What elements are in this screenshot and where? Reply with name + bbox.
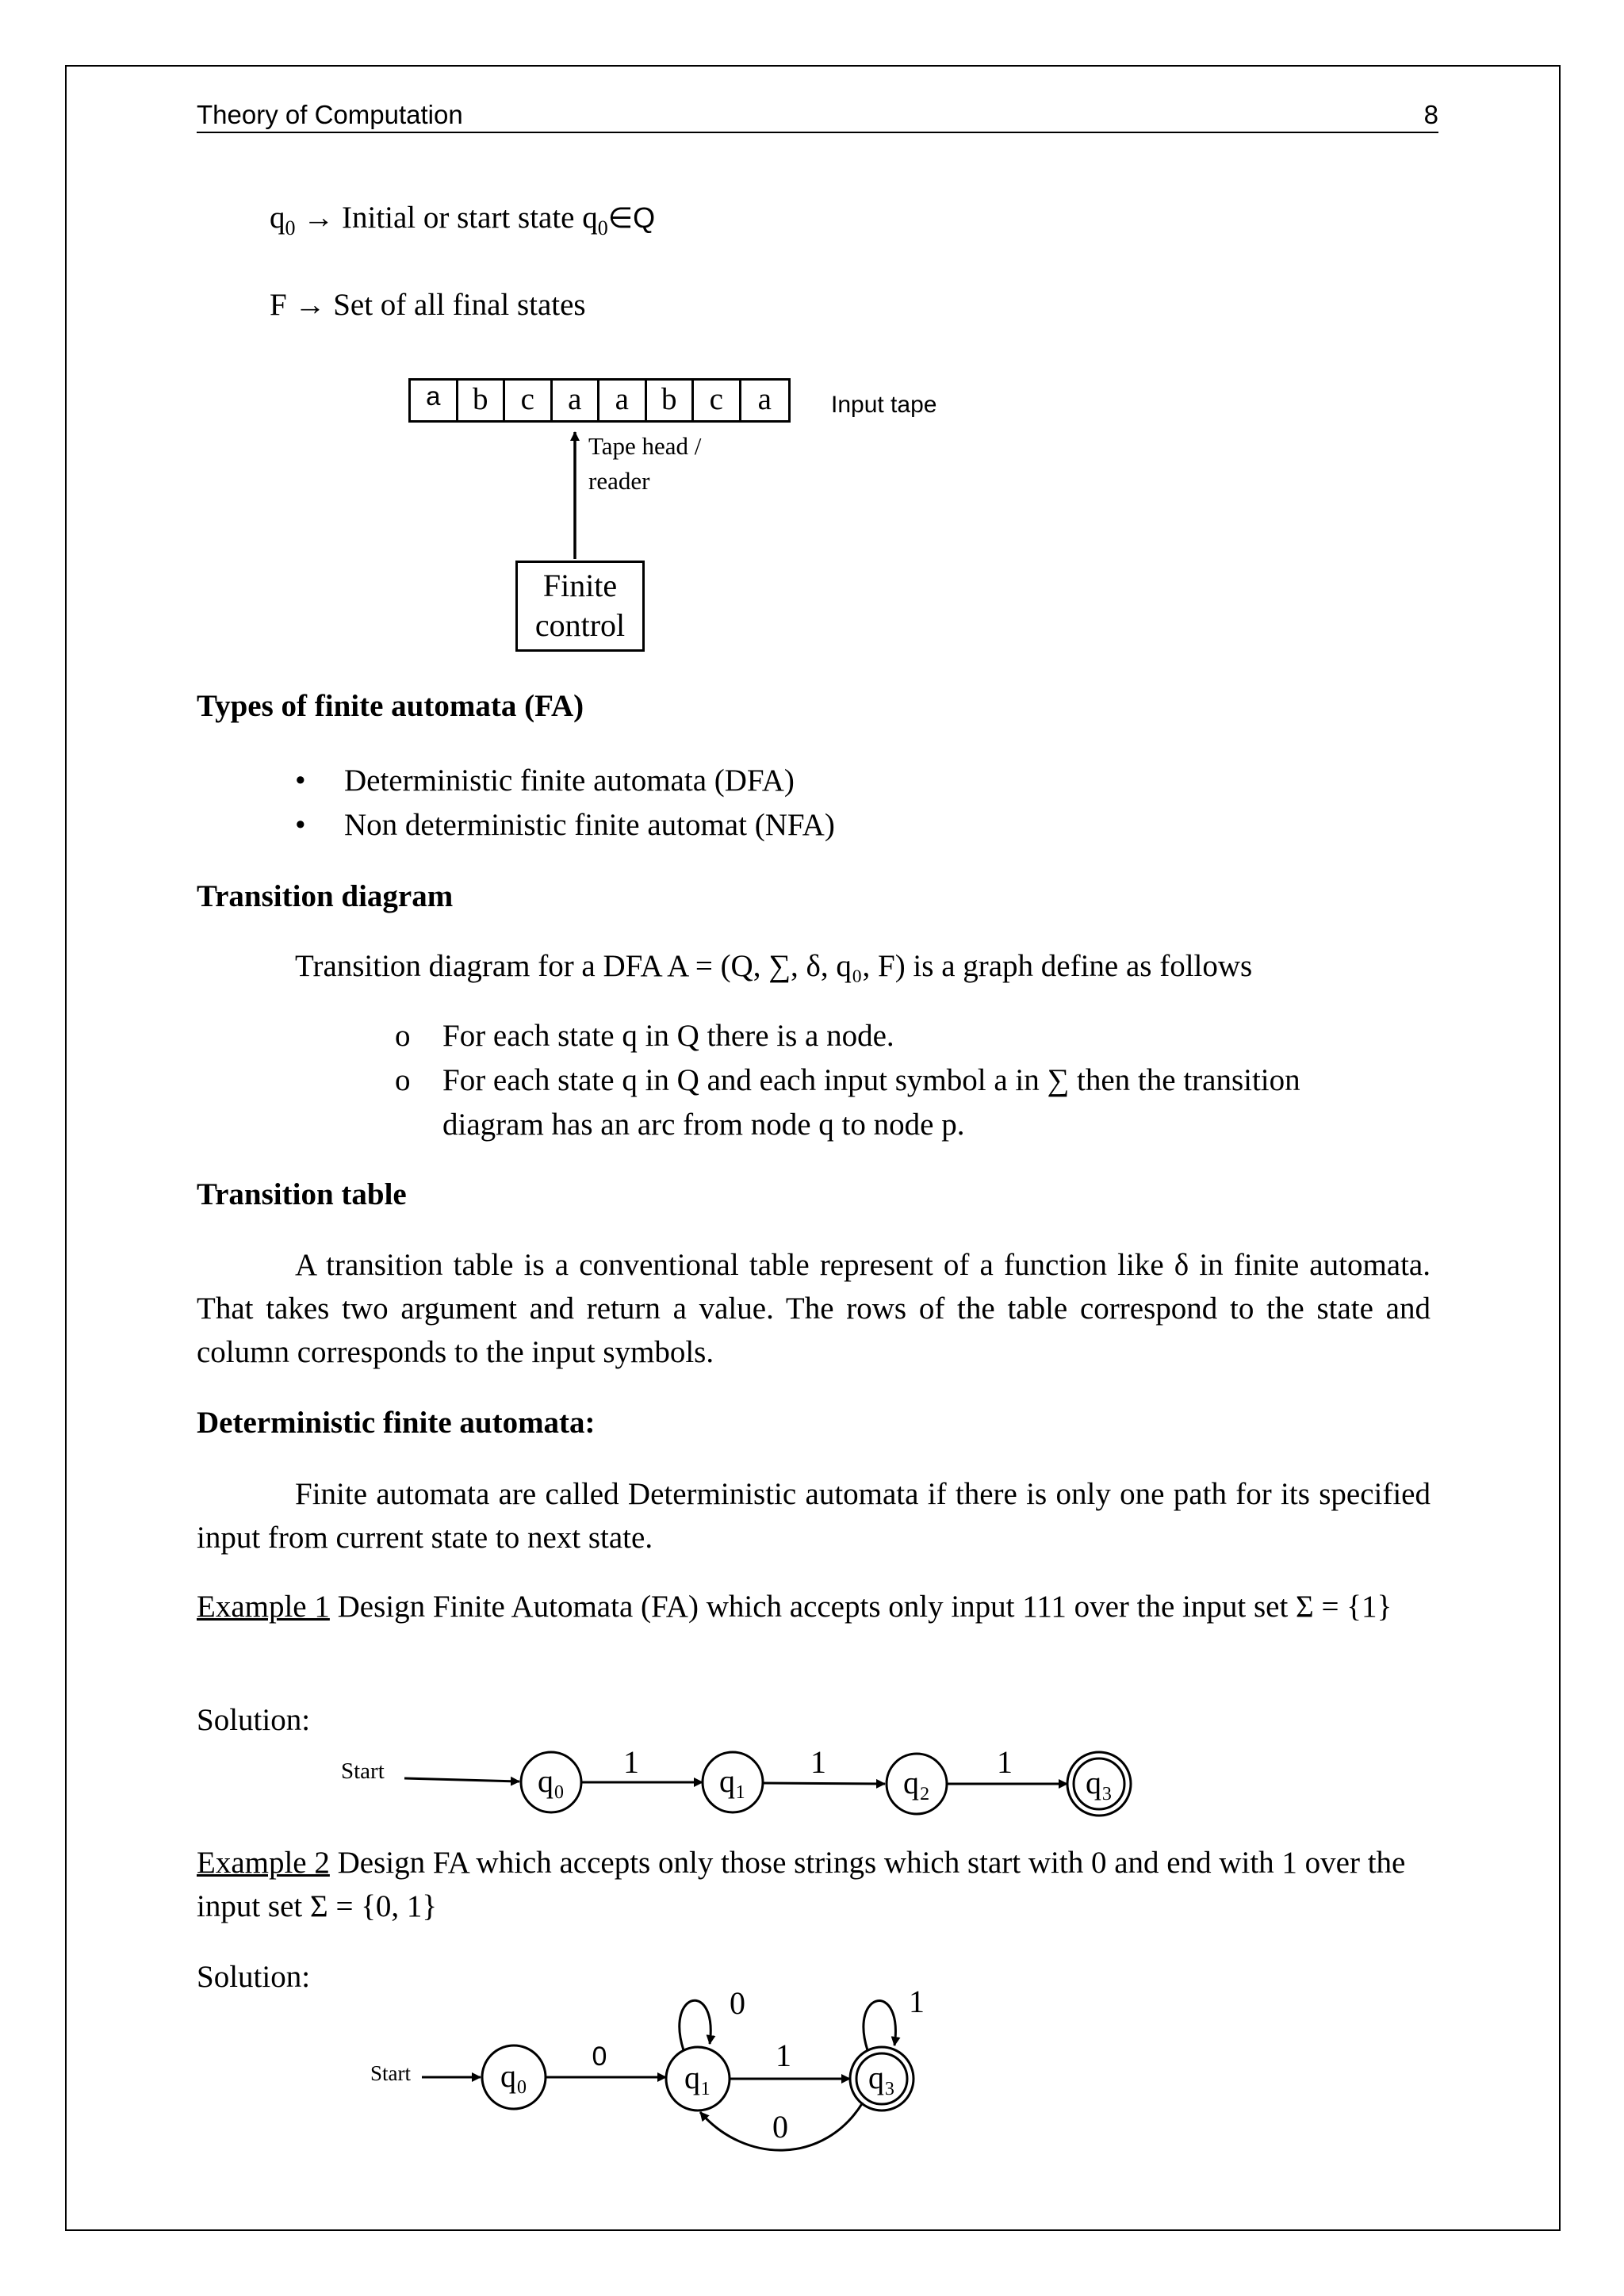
transition-table-heading: Transition table bbox=[197, 1177, 407, 1211]
edge2-q0-q1-label: 0 bbox=[592, 2042, 607, 2072]
q0-membership: ∈Q bbox=[607, 201, 656, 234]
finite-control-line1: Finite bbox=[542, 568, 618, 603]
state-q1-label: q₁ bbox=[719, 1763, 746, 1799]
example1-label: Example 1 bbox=[197, 1590, 330, 1624]
state-q0-label: q₀ bbox=[538, 1763, 565, 1799]
state2-q0-label: q₀ bbox=[500, 2058, 527, 2094]
circle-bullet: o bbox=[395, 1063, 411, 1097]
state2-q1-label: q₁ bbox=[684, 2060, 711, 2095]
tape-head-label-2: reader bbox=[588, 467, 650, 495]
transition-diagram-item: For each state q in Q and each input symbol a in ∑ then the transition bbox=[442, 1063, 1300, 1097]
example2-label: Example 2 bbox=[197, 1846, 330, 1880]
page-number: 8 bbox=[1423, 100, 1438, 129]
tape-cell: a bbox=[411, 381, 458, 420]
dfa-heading: Deterministic finite automata: bbox=[197, 1406, 596, 1440]
edge-q1-q2 bbox=[763, 1783, 885, 1784]
loop2-q3-label: 1 bbox=[909, 1984, 925, 2019]
types-item: Deterministic finite automata (DFA) bbox=[344, 763, 795, 798]
tape-cell: a bbox=[757, 382, 772, 416]
loop2-q3 bbox=[864, 2001, 895, 2050]
transition-diagram-intro: Transition diagram for a DFA A = (Q, ∑, δ, q₀, F) is a graph define as follows bbox=[295, 949, 1253, 983]
q0-subscript-2: 0 bbox=[597, 216, 608, 239]
example1-start-label: Start bbox=[341, 1758, 385, 1784]
dfa-body: Finite automata are called Deterministic automata if there is only one path for its specified input from current state to next state. bbox=[197, 1477, 1431, 1555]
example1-solution: Solution: bbox=[197, 1703, 311, 1737]
loop2-q1 bbox=[680, 2000, 710, 2050]
header-title: Theory of Computation bbox=[197, 100, 463, 129]
state-q3-label: q₃ bbox=[1086, 1765, 1113, 1800]
bullet-dot: • bbox=[295, 808, 306, 842]
tape-head-label: Tape head / bbox=[588, 432, 702, 460]
edge-q0-q1-label: 1 bbox=[623, 1744, 639, 1780]
tape-cell: c bbox=[694, 381, 741, 420]
transition-table-body: A transition table is a conventional table represent of a function like δ in finite automata. That takes two argument and return a value. The rows of the table correspond to the state and column corresponds to the input symbols. bbox=[197, 1248, 1431, 1369]
transition-diagram-item-cont: diagram has an arc from node q to node p. bbox=[442, 1108, 965, 1142]
transition-diagram-item: For each state q in Q there is a node. bbox=[442, 1019, 894, 1053]
edge-q1-q2-label: 1 bbox=[810, 1744, 826, 1780]
loop2-q1-label: 0 bbox=[730, 1985, 745, 2021]
example1-text: Design Finite Automata (FA) which accepts only input 111 over the input set Σ = {1} bbox=[329, 1590, 1392, 1624]
circle-bullet: o bbox=[395, 1019, 411, 1053]
example2-start-label: Start bbox=[370, 2061, 411, 2085]
example2-diagram bbox=[370, 1984, 925, 2150]
finite-control-line2: control bbox=[534, 607, 626, 643]
tape-cell: a bbox=[553, 381, 600, 420]
q0-text: → Initial or start state q bbox=[295, 201, 598, 235]
q0-subscript: 0 bbox=[285, 216, 296, 239]
state2-q3-label: q₃ bbox=[868, 2060, 895, 2095]
bullet-dot: • bbox=[295, 763, 306, 798]
tape-cell: b bbox=[647, 381, 695, 420]
edge2-q3-q1-label: 0 bbox=[772, 2109, 788, 2145]
example2-solution: Solution: bbox=[197, 1960, 311, 1994]
tape-cell: c bbox=[505, 381, 553, 420]
types-heading: Types of finite automata (FA) bbox=[197, 689, 584, 723]
input-tape-label: Input tape bbox=[831, 392, 937, 418]
example1-start-arrow bbox=[404, 1778, 519, 1781]
edge-q2-q3-label: 1 bbox=[997, 1744, 1013, 1780]
tape-cell: b bbox=[458, 381, 506, 420]
example1-diagram bbox=[341, 1744, 1131, 1816]
tape-cell: a bbox=[599, 381, 647, 420]
edge2-q1-q3-label: 1 bbox=[776, 2038, 791, 2073]
transition-diagram-heading: Transition diagram bbox=[197, 879, 454, 913]
q0-symbol: q bbox=[270, 201, 285, 235]
types-item: Non deterministic finite automat (NFA) bbox=[344, 808, 835, 842]
example2-text: Design FA which accepts only those strings which start with 0 and end with 1 over the input set Σ = {0, 1} bbox=[197, 1846, 1406, 1923]
f-definition: F → Set of all final states bbox=[270, 288, 586, 322]
state-q2-label: q₂ bbox=[903, 1765, 930, 1800]
